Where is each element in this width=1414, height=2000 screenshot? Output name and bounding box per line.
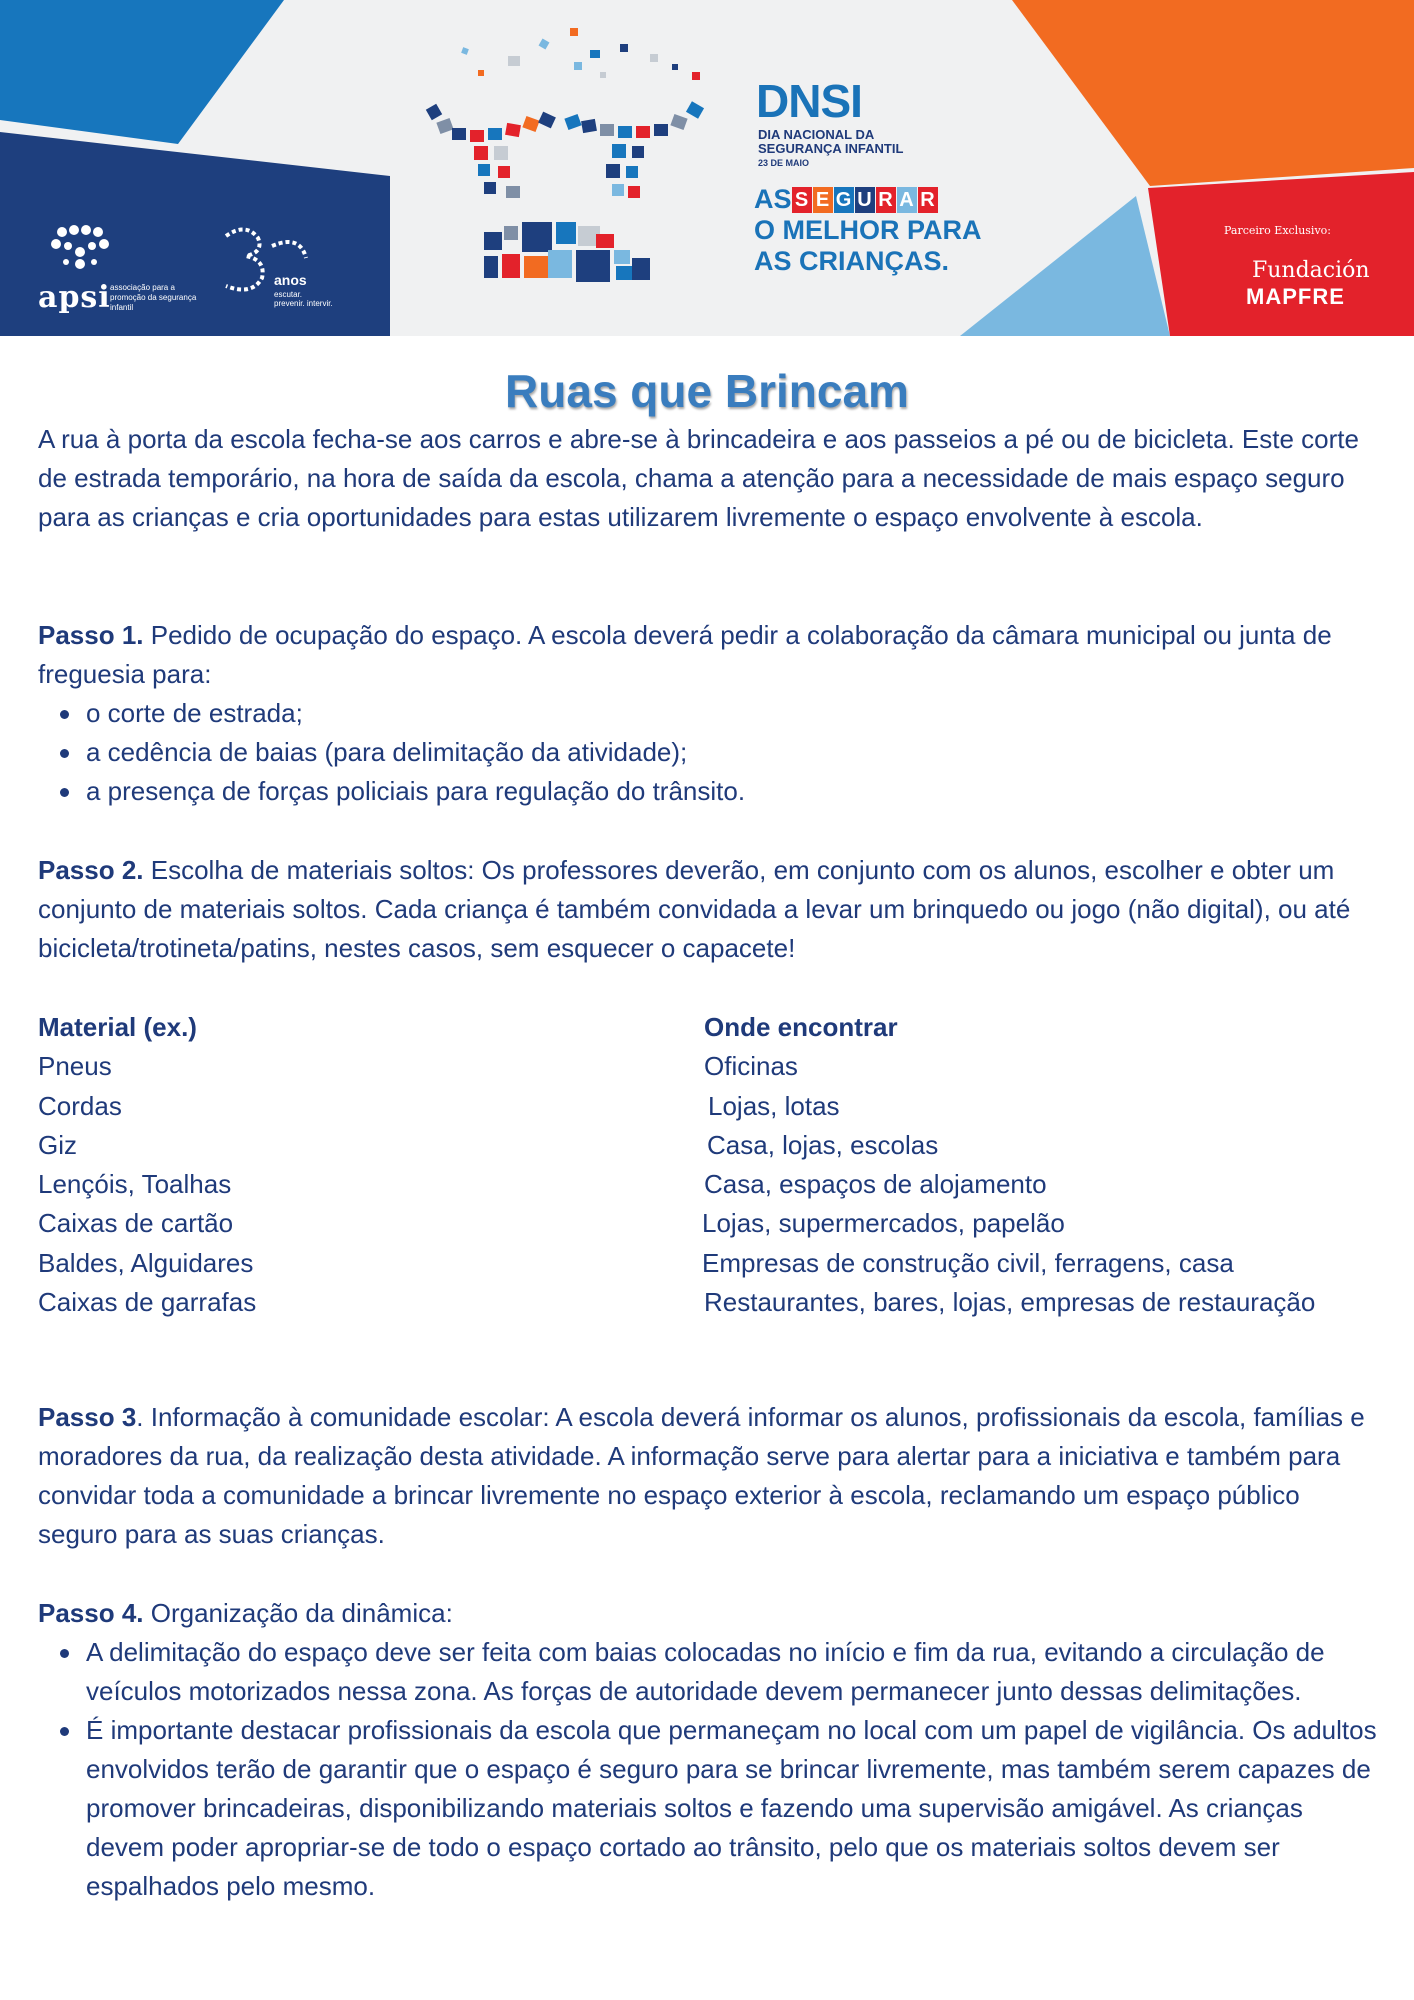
dnsi-slogan xyxy=(754,184,1014,277)
table-header-row xyxy=(38,1008,1388,1047)
list-item: É importante destacar profissionais da escola que permaneçam no local com um papel de vigilância. Os adultos envolvidos terão de garantir que o espaço é seguro para se brincar livremente, mas também serem capazes de promover brincadeiras, disponibilizando materiais soltos e fazendo uma supervisão amigável. As crianças devem poder apropriar-se de todo o espaço cortado ao trânsito, pelo que os materiais soltos devem ser espalhados pelo mesmo. xyxy=(38,1711,1378,1906)
table-row xyxy=(38,1165,1388,1204)
list-item: a presença de forças policiais para regulação do trânsito. xyxy=(38,772,1378,811)
apsi-tagline: associação para a promoção da segurança infantil xyxy=(110,283,197,312)
material-cell: Pneus xyxy=(38,1051,112,1082)
location-cell: Oficinas xyxy=(704,1051,798,1082)
header-banner xyxy=(0,0,1414,336)
list-item: o corte de estrada; xyxy=(38,694,1378,733)
step-1-label: Passo 1. xyxy=(38,620,144,650)
material-cell: Baldes, Alguidares xyxy=(38,1247,254,1278)
slogan-tile: S xyxy=(792,187,812,213)
step-3-label: Passo 3 xyxy=(38,1402,137,1432)
slogan-tile: R xyxy=(876,187,896,213)
slogan-line-2: O MELHOR PARA xyxy=(754,215,982,245)
location-cell: Casa, espaços de alojamento xyxy=(704,1169,1047,1200)
step-4-paragraph xyxy=(38,1594,1378,1633)
step-4-text: Organização da dinâmica: xyxy=(143,1598,453,1628)
location-cell: Lojas, supermercados, papelão xyxy=(702,1208,1065,1239)
location-cell: Restaurantes, bares, lojas, empresas de restauração xyxy=(704,1287,1316,1318)
material-cell: Giz xyxy=(38,1129,77,1160)
step-2-label: Passo 2. xyxy=(38,855,144,885)
slogan-tile: G xyxy=(834,187,854,213)
step-1-text: Pedido de ocupação do espaço. A escola deverá pedir a colaboração da câmara municipal ou junta de freguesia para: xyxy=(38,620,1332,689)
step-3-text: . Informação à comunidade escolar: A escola deverá informar os alunos, profissionais da escola, famílias e moradores da rua, da realização desta atividade. A informação serve para alertar para a iniciativa e também para convidar toda a comunidade a brincar livremente no espaço exterior à escola, reclamando um espaço público seguro para as suas crianças. xyxy=(38,1402,1365,1549)
dnsi-subtitle: DIA NACIONAL DA SEGURANÇA INFANTIL xyxy=(758,127,904,156)
page-title: Ruas que Brincam xyxy=(505,365,909,417)
step-2-paragraph xyxy=(38,851,1378,968)
location-cell: Casa, lojas, escolas xyxy=(707,1129,939,1160)
slogan-line-3: AS CRIANÇAS. xyxy=(754,246,950,276)
material-cell: Lençóis, Toalhas xyxy=(38,1169,232,1200)
step-3-paragraph xyxy=(38,1398,1378,1554)
step-1-list xyxy=(38,694,1378,811)
step-2-text: Escolha de materiais soltos: Os professores deverão, em conjunto com os alunos, escolher e obter um conjunto de materiais soltos. Cada criança é também convidada a levar um brinquedo ou jogo (não digital), ou até bicicleta/trotineta/patins, nestes casos, sem esquecer o capacete! xyxy=(38,855,1351,963)
fundacion-logo-text: Fundación xyxy=(1252,258,1370,283)
table-row xyxy=(38,1126,1388,1165)
partner-label: Parceiro Exclusivo: xyxy=(1224,224,1331,237)
location-cell: Lojas, lotas xyxy=(708,1090,840,1121)
table-row xyxy=(38,1047,1388,1086)
list-item: A delimitação do espaço deve ser feita com baias colocadas no início e fim da rua, evitando a circulação de veículos motorizados nessa zona. As forças de autoridade devem permanecer junto dessas delimitações. xyxy=(38,1633,1378,1711)
material-cell: Cordas xyxy=(38,1090,122,1121)
slogan-tile: R xyxy=(918,187,938,213)
table-header-material: Material (ex.) xyxy=(38,1012,197,1042)
step-4-list xyxy=(38,1633,1378,1906)
anos-tagline: escutar. prevenir. intervir. xyxy=(274,290,333,308)
material-cell: Caixas de garrafas xyxy=(38,1287,257,1318)
intro-paragraph: A rua à porta da escola fecha-se aos carros e abre-se à brincadeira e aos passeios a pé ou de bicicleta. Este corte de estrada temporário, na hora de saída da escola, chama a atenção para a necessidade de mais espaço seguro para as crianças e cria oportunidades para estas utilizarem livremente o espaço envolvente à escola. xyxy=(38,424,1359,532)
location-cell: Empresas de construção civil, ferragens, casa xyxy=(702,1247,1234,1278)
slogan-tile: E xyxy=(813,187,833,213)
table-row xyxy=(38,1087,1388,1126)
dnsi-title: DNSI xyxy=(756,75,862,127)
material-cell: Caixas de cartão xyxy=(38,1208,234,1239)
slogan-tile: U xyxy=(855,187,875,213)
banner-background-shapes xyxy=(0,0,1414,336)
anos-label: anos xyxy=(274,272,307,288)
mapfre-logo-text: MAPFRE xyxy=(1246,284,1345,309)
slogan-line-1 xyxy=(754,184,1014,215)
table-row xyxy=(38,1244,1388,1283)
table-header-location: Onde encontrar xyxy=(704,1012,898,1042)
dnsi-mosaic-icon xyxy=(426,28,704,282)
slogan-prefix: AS xyxy=(754,184,792,214)
list-item: a cedência de baias (para delimitação da atividade); xyxy=(38,733,1378,772)
slogan-tile: A xyxy=(897,187,917,213)
table-row xyxy=(38,1204,1388,1243)
step-1-paragraph xyxy=(38,616,1378,694)
table-row xyxy=(38,1283,1388,1322)
dnsi-date: 23 DE MAIO xyxy=(758,158,810,168)
materials-table xyxy=(38,1008,1388,1322)
step-4-label: Passo 4. xyxy=(38,1598,144,1628)
apsi-logo-text: apsi xyxy=(38,280,111,315)
